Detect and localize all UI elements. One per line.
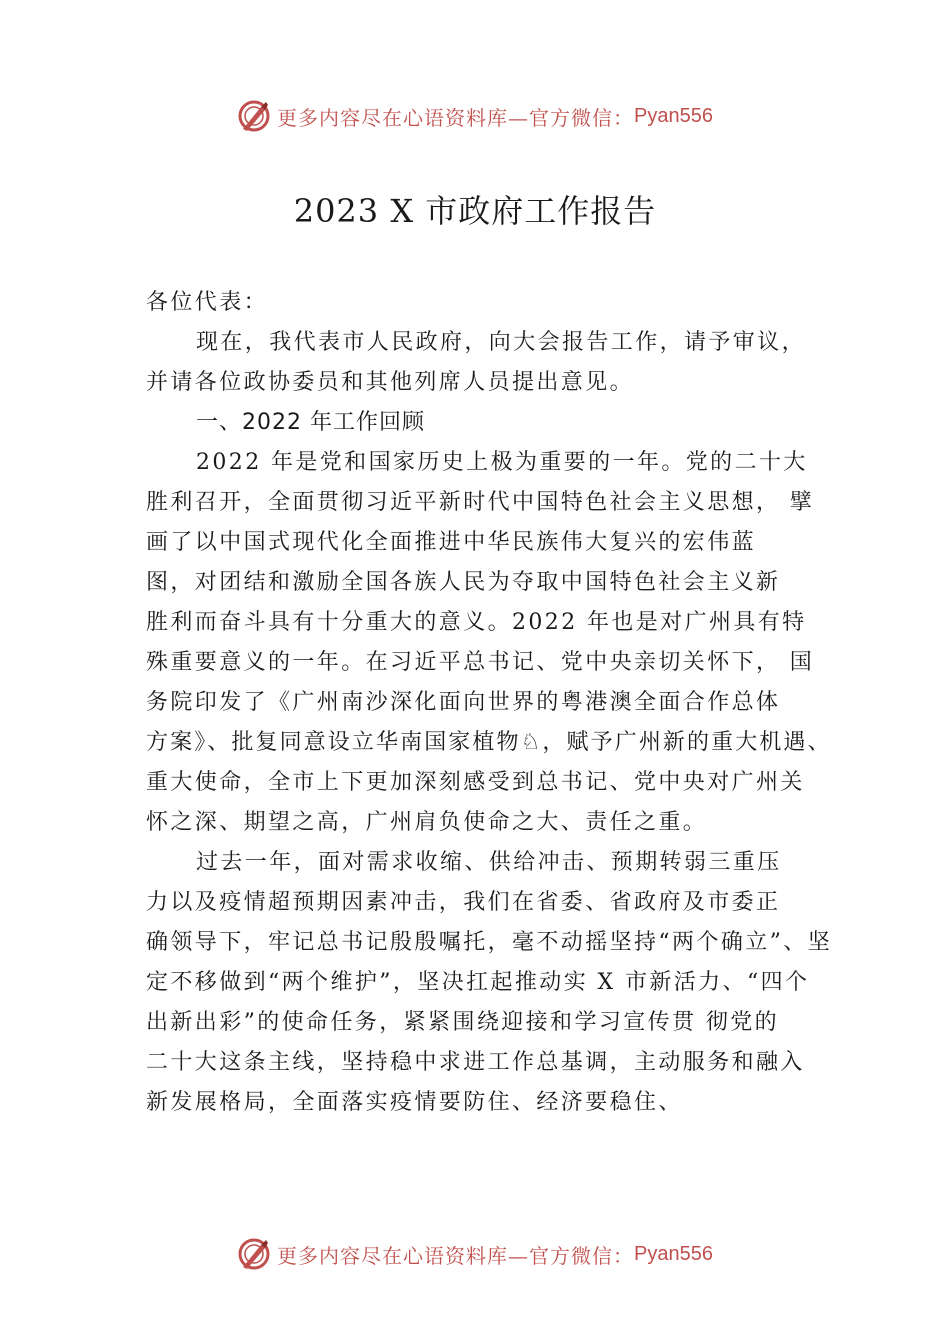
document-body — [146, 283, 836, 1123]
section-heading: 一、2022 年工作回顾 — [196, 410, 425, 435]
watermark-wechat-id: Pyan556 — [634, 1242, 713, 1265]
watermark-header — [0, 96, 950, 136]
paragraph-line: 胜利而奋斗具有十分重大的意义。2022 年也是对广州具有特 — [146, 610, 807, 635]
watermark-footer — [0, 1234, 950, 1274]
paragraph-line: 确领导下，牢记总书记殷殷嘱托，毫不动摇坚持“两个确立”、坚 — [146, 930, 833, 955]
paragraph-line: 过去一年，面对需求收缩、供给冲击、预期转弱三重压 — [196, 850, 782, 875]
paragraph-line: 务院印发了《广州南沙深化面向世界的粤港澳全面合作总体 — [146, 690, 781, 715]
paragraph-line: 方案》、批复同意设立华南国家植物♘，赋予广州新的重大机遇、 — [146, 730, 832, 755]
page-title: 2023 X 市政府工作报告 — [293, 192, 657, 230]
salutation: 各位代表： — [146, 290, 269, 315]
paragraph-line: 定不移做到“两个维护”，坚决扛起推动实 X 市新活力、“四个 — [146, 970, 810, 995]
paragraph-line: 重大使命，全市上下更加深刻感受到总书记、党中央对广州关 — [146, 770, 805, 795]
paragraph-line: 现在，我代表市人民政府，向大会报告工作，请予审议， — [196, 330, 807, 355]
pen-seal-logo-icon — [237, 1237, 271, 1271]
paragraph-line: 图，对团结和激励全国各族人民为夺取中国特色社会主义新 — [146, 570, 781, 595]
paragraph-line: 力以及疫情超预期因素冲击，我们在省委、省政府及市委正 — [146, 890, 781, 915]
paragraph-line: 2022 年是党和国家历史上极为重要的一年。党的二十大 — [196, 450, 808, 475]
paragraph-line: 画了以中国式现代化全面推进中华民族伟大复兴的宏伟蓝 — [146, 530, 757, 555]
paragraph-line: 殊重要意义的一年。在习近平总书记、党中央亲切关怀下， 国 — [146, 650, 815, 675]
watermark-wechat-id: Pyan556 — [634, 104, 713, 127]
paragraph-line: 出新出彩”的使命任务，紧紧围绕迎接和学习宣传贯 彻党的 — [146, 1010, 780, 1035]
watermark-text: 更多内容尽在心语资料库—官方微信： — [277, 1243, 635, 1268]
paragraph-line: 二十大这条主线，坚持稳中求进工作总基调，主动服务和融入 — [146, 1050, 805, 1075]
paragraph-line: 怀之深、期望之高，广州肩负使命之大、责任之重。 — [146, 810, 708, 835]
paragraph-line: 胜利召开，全面贯彻习近平新时代中国特色社会主义思想， 擘 — [146, 490, 815, 515]
pen-seal-logo-icon — [237, 99, 271, 133]
paragraph-line: 新发展格局，全面落实疫情要防住、经济要稳住、 — [146, 1090, 683, 1115]
watermark-text: 更多内容尽在心语资料库—官方微信： — [277, 105, 635, 130]
paragraph-line: 并请各位政协委员和其他列席人员提出意见。 — [146, 370, 635, 395]
